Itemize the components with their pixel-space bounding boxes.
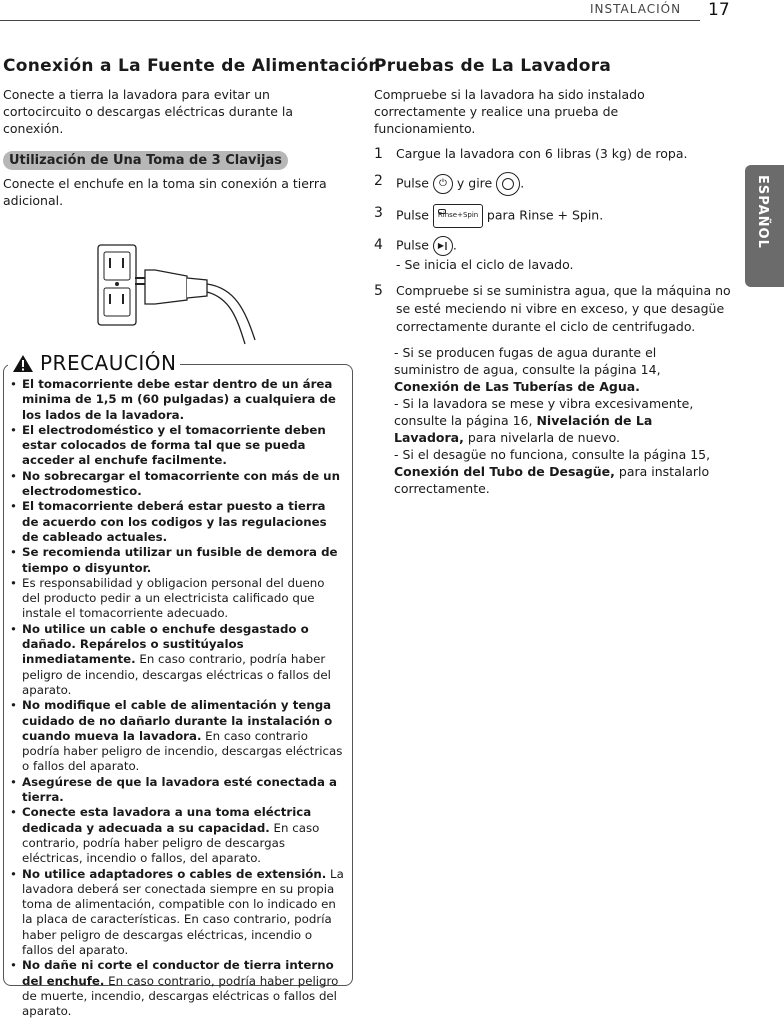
note-text: para nivelarla de nuevo. xyxy=(467,430,621,445)
caution-title: PRECAUCIÓN xyxy=(40,351,177,375)
step-text: Compruebe si se suministra agua, que la máquina no se esté meciendo ni vibre en exceso, y que desagüe correctamente durante el ciclo de centrifugado. xyxy=(396,283,731,334)
language-tab-label: ESPAÑOL xyxy=(755,175,770,249)
caution-item-bold: El electrodoméstico y el tomacorriente deben estar colocados de forma tal que se pueda acceder al enchufe facilmente. xyxy=(22,422,326,468)
header-section-label: INSTALACIÓN xyxy=(590,2,682,16)
outlet-plug-illustration xyxy=(95,240,265,350)
caution-item-text: La lavadora deberá ser conectada siempre en su propia toma de alimentación, compatible con lo indicado en la placa de características. En caso contrario, podría haber peligro de descargas eléctricas, incendio o fallos del aparato. xyxy=(22,866,344,957)
step-number: 2 xyxy=(374,173,383,189)
step-1 xyxy=(374,145,734,163)
note-link-text: Nivelación de La Lavadora, xyxy=(394,413,653,445)
step-text: Pulse xyxy=(396,175,429,191)
rinse-spin-button-label: Rinse+Spin xyxy=(437,211,479,219)
step-3 xyxy=(374,204,734,228)
header-divider xyxy=(0,20,700,21)
caution-item xyxy=(6,576,346,622)
note-text: para instalarlo correctamente. xyxy=(394,464,710,496)
note-link-text: Conexión de Las Tuberías de Agua. xyxy=(394,379,640,394)
caution-item xyxy=(6,698,346,774)
caution-item xyxy=(6,775,346,806)
warning-triangle-icon xyxy=(12,354,34,373)
cycle-dial-icon xyxy=(496,172,520,196)
section-title-power: Conexión a La Fuente de Alimentación xyxy=(3,56,381,76)
caution-item xyxy=(6,423,346,469)
testing-intro: Compruebe si la lavadora ha sido instalado correctamente y realice una prueba de funcionamiento. xyxy=(374,87,645,136)
step-text: . xyxy=(520,175,525,191)
caution-heading xyxy=(8,351,180,375)
subhead-3-prong: Utilización de Una Toma de 3 Clavijas xyxy=(3,151,288,170)
step-number: 4 xyxy=(374,237,383,253)
step-note: - Se inicia el ciclo de lavado. xyxy=(396,257,574,272)
step-2 xyxy=(374,172,734,196)
caution-item xyxy=(6,622,346,698)
step-text: Pulse xyxy=(396,207,429,223)
caution-item-text: En caso contrario, podría haber peligro de muerte, incendio, descargas eléctricas o fallos del aparato. xyxy=(22,973,339,1019)
power-intro: Conecte a tierra la lavadora para evitar un cortocircuito o descargas eléctricas durante la conexión. xyxy=(3,87,294,136)
caution-item xyxy=(6,469,346,500)
step-text: para Rinse + Spin. xyxy=(486,207,604,223)
caution-item-bold: El tomacorriente deberá estar puesto a tierra de acuerdo con los codigos y las regulaciones de cableado actuales. xyxy=(22,499,327,544)
caution-item xyxy=(6,958,346,1019)
caution-item xyxy=(6,545,346,576)
note-item xyxy=(394,344,724,395)
caution-item-bold: No sobrecargar el tomacorriente con más de un electrodomestico. xyxy=(22,468,340,499)
caution-item-bold: No modifique el cable de alimentación y tenga cuidado de no dañarlo durante la instalación o cuando mueva la lavadora. xyxy=(22,698,333,743)
note-text: - Si se producen fugas de agua durante el suministro de agua, consulte la página 14, xyxy=(394,345,661,377)
troubleshoot-notes xyxy=(374,344,724,497)
caution-item-bold: Asegúrese de que la lavadora esté conectada a tierra. xyxy=(22,774,337,805)
caution-item-text: En caso contrario, podría haber peligro de incendio, descargas eléctricas o fallos del aparato. xyxy=(22,652,331,697)
rinse-spin-button-icon xyxy=(433,204,483,228)
caution-item-bold: Conecte esta lavadora a una toma eléctrica dedicada y adecuada a su capacidad. xyxy=(22,805,312,835)
caution-item xyxy=(6,867,346,959)
step-text: Cargue la lavadora con 6 libras (3 kg) de ropa. xyxy=(396,146,688,161)
step-4 xyxy=(374,236,734,273)
caution-item-text: Es responsabilidad y obligacion personal del dueno del producto pedir a un electricista calificado que instale el tomacorriente adecuado. xyxy=(22,575,325,621)
step-text: Pulse xyxy=(396,237,429,253)
step-number: 3 xyxy=(374,205,383,221)
step-5 xyxy=(374,282,734,336)
caution-item-bold: No utilice adaptadores o cables de extensión. xyxy=(22,866,327,881)
language-tab xyxy=(745,165,784,287)
caution-list xyxy=(6,377,346,1019)
note-text: - Si la lavadora se mese y vibra excesivamente, consulte la página 16, xyxy=(394,396,694,428)
caution-item-bold: No dañe ni corte el conductor de tierra interno del enchufe. xyxy=(22,958,334,988)
caution-item-bold: No utilice un cable o enchufe desgastado o dañado. Repárelos o sustitúyalos inmediatamente. xyxy=(22,621,309,667)
step-text: y gire xyxy=(456,175,493,191)
caution-item xyxy=(6,499,346,545)
caution-item-text: En caso contrario podría haber peligro de incendio, descargas eléctricas o fallos del aparato. xyxy=(22,728,343,774)
page-number: 17 xyxy=(708,0,730,20)
caution-item xyxy=(6,805,346,866)
caution-item xyxy=(6,377,346,423)
caution-item-bold: Se recomienda utilizar un fusible de demora de tiempo o disyuntor. xyxy=(22,545,338,575)
step-number: 1 xyxy=(374,146,383,162)
step-text: . xyxy=(452,237,457,253)
note-text: - Si el desagüe no funciona, consulte la página 15, xyxy=(394,447,711,462)
note-item xyxy=(394,446,724,497)
step-number: 5 xyxy=(374,283,383,299)
section-title-testing: Pruebas de La Lavadora xyxy=(374,56,612,76)
caution-item-bold: El tomacorriente debe estar dentro de un área minima de 1,5 m (60 pulgadas) a cualquiera de los lados de la lavadora. xyxy=(22,377,336,422)
caution-item-text: En caso contrario, podría haber peligro de descargas eléctricas, incendio o fallos, del aparato. xyxy=(22,820,320,866)
test-steps xyxy=(374,145,734,497)
note-link-text: Conexión del Tubo de Desagüe, xyxy=(394,464,615,479)
note-item xyxy=(394,395,724,446)
power-button-icon: ⏻ xyxy=(433,174,453,194)
start-pause-icon: ▶‖ xyxy=(433,236,453,256)
subhead-text: Conecte el enchufe en la toma sin conexión a tierra adicional. xyxy=(3,176,327,208)
